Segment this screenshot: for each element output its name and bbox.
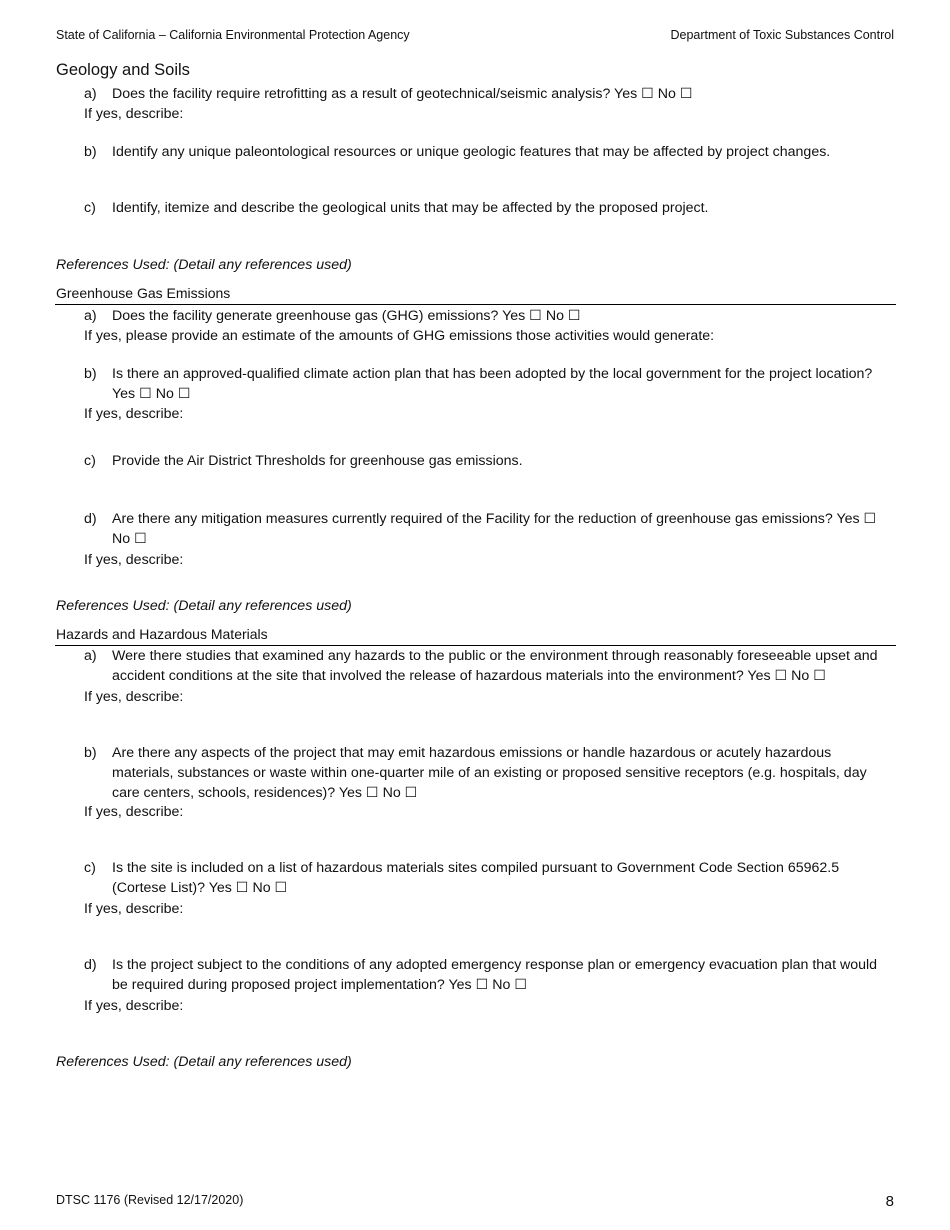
question-text: Provide the Air District Thresholds for greenhouse gas emissions. [112, 453, 523, 469]
if-yes-label: If yes, describe: [84, 998, 184, 1014]
question-ghg-a [84, 306, 890, 326]
question-letter: a) [84, 308, 97, 324]
question-text: Does the facility require retrofitting as a result of geotechnical/seismic analysis? Yes ☐ No ☐ [112, 86, 693, 102]
question-text: Are there any aspects of the project that may emit hazardous emissions or handle hazardous or acutely hazardous materials, substances or waste within one-quarter mile of an existing or proposed sensitive receptors (e.g. hospitals, day care centers, schools, residences)? Yes ☐ No ☐ [112, 745, 867, 801]
if-yes-label: If yes, describe: [84, 106, 184, 122]
question-text: Does the facility generate greenhouse gas (GHG) emissions? Yes ☐ No ☐ [112, 308, 581, 324]
section-title-ghg: Greenhouse Gas Emissions [56, 285, 231, 301]
section-title-hazards: Hazards and Hazardous Materials [56, 626, 268, 642]
if-yes-label: If yes, describe: [84, 406, 184, 422]
if-yes-label: If yes, describe: [84, 689, 184, 705]
question-text: Are there any mitigation measures currently required of the Facility for the reduction of greenhouse gas emissions? Yes ☐ No ☐ [112, 511, 877, 547]
section-divider [55, 304, 896, 305]
question-text: Identify, itemize and describe the geological units that may be affected by the proposed project. [112, 200, 709, 216]
page-number: 8 [885, 1193, 894, 1210]
question-letter: b) [84, 366, 97, 382]
question-letter: a) [84, 648, 97, 664]
question-geology-b [84, 142, 890, 162]
footer-form-number: DTSC 1176 (Revised 12/17/2020) [56, 1193, 244, 1207]
header-agency: State of California – California Environmental Protection Agency [56, 28, 410, 42]
question-geology-c [84, 198, 890, 218]
question-hazards-b [84, 743, 890, 803]
question-hazards-d [84, 955, 890, 995]
question-geology-a [84, 84, 890, 104]
question-letter: c) [84, 860, 96, 876]
references-used-geology: References Used: (Detail any references used) [56, 257, 352, 273]
question-ghg-d [84, 509, 890, 549]
question-text: Is the site is included on a list of hazardous materials sites compiled pursuant to Government Code Section 65962.5 (Cortese List)? Yes ☐ No ☐ [112, 860, 840, 896]
if-yes-label: If yes, describe: [84, 552, 184, 568]
question-letter: d) [84, 957, 97, 973]
question-letter: a) [84, 86, 97, 102]
question-hazards-c [84, 858, 890, 898]
question-text: Identify any unique paleontological resources or unique geologic features that may be affected by project changes. [112, 144, 831, 160]
question-letter: c) [84, 453, 96, 469]
question-letter: c) [84, 200, 96, 216]
section-title-geology: Geology and Soils [56, 61, 190, 79]
question-hazards-a [84, 646, 890, 686]
question-ghg-b [84, 364, 890, 404]
question-letter: b) [84, 745, 97, 761]
if-yes-label: If yes, describe: [84, 804, 184, 820]
question-text: Is there an approved-qualified climate action plan that has been adopted by the local government for the project location? Yes ☐ No ☐ [112, 366, 873, 402]
question-text: Were there studies that examined any hazards to the public or the environment through reasonably foreseeable upset and accident conditions at the site that involved the release of hazardous materials into the environment? Yes ☐ No ☐ [112, 648, 878, 684]
question-letter: b) [84, 144, 97, 160]
question-ghg-c [84, 451, 890, 471]
header-department: Department of Toxic Substances Control [670, 28, 894, 42]
references-used-ghg: References Used: (Detail any references used) [56, 598, 352, 614]
question-letter: d) [84, 511, 97, 527]
if-yes-label: If yes, please provide an estimate of the amounts of GHG emissions those activities would generate: [84, 328, 715, 344]
references-used-hazards: References Used: (Detail any references used) [56, 1054, 352, 1070]
question-text: Is the project subject to the conditions of any adopted emergency response plan or emergency evacuation plan that would be required during proposed project implementation? Yes ☐ No ☐ [112, 957, 878, 993]
if-yes-label: If yes, describe: [84, 901, 184, 917]
